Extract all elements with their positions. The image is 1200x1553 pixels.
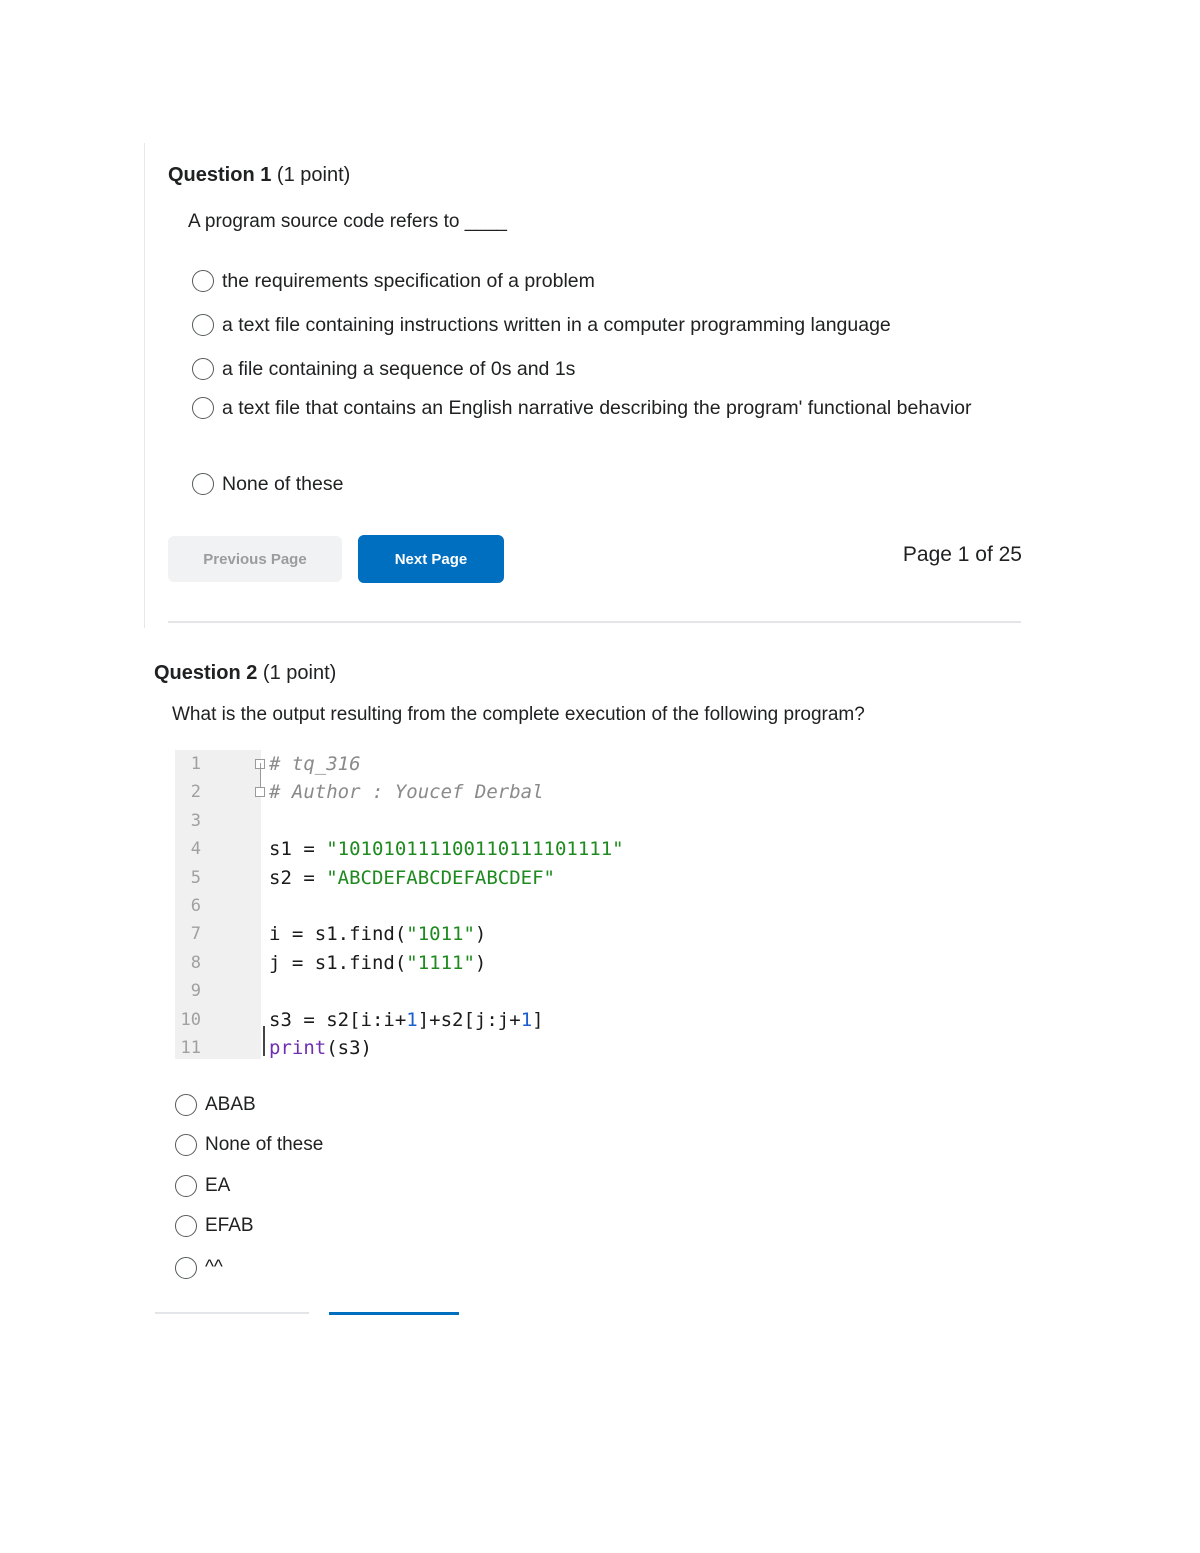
q1-option-3[interactable]: [192, 353, 575, 385]
q1-option-3-label: a file containing a sequence of 0s and 1s: [222, 358, 576, 380]
q2-option-2-label: None of these: [205, 1134, 324, 1155]
radio-button[interactable]: [192, 358, 214, 380]
line-number: 6: [190, 896, 201, 916]
code-line: [175, 1034, 695, 1062]
code-line: [175, 807, 695, 835]
q2-option-4-label: EFAB: [205, 1215, 254, 1236]
code-text: j = s1.find("1111"): [269, 951, 487, 974]
next-page-button-partial[interactable]: [329, 1312, 459, 1315]
code-line: [175, 892, 695, 920]
previous-page-button-partial[interactable]: [155, 1312, 309, 1314]
code-line: [175, 977, 695, 1005]
question-2-title: [154, 662, 336, 685]
code-text: print(s3): [269, 1037, 372, 1059]
q1-option-5[interactable]: [192, 468, 343, 500]
radio-button[interactable]: [192, 314, 214, 336]
q2-option-5[interactable]: [175, 1254, 223, 1282]
code-line: [175, 835, 695, 863]
q1-option-2-label: a text file containing instructions written in a computer programming language: [222, 314, 891, 336]
previous-page-button[interactable]: Previous Page: [168, 536, 342, 582]
question-separator: [168, 621, 1021, 623]
line-number: 1: [190, 754, 201, 774]
q2-option-3-label: EA: [205, 1175, 231, 1196]
line-number: 3: [190, 810, 201, 831]
page-indicator: Page 1 of 25: [902, 543, 1022, 566]
q2-option-5-label: ^^: [205, 1257, 223, 1278]
fold-marker-icon[interactable]: [255, 787, 265, 797]
question-1-text: A program source code refers to ____: [188, 211, 507, 232]
question-2-points: (1 point): [262, 662, 337, 684]
question-2-text: What is the output resulting from the complete execution of the following program?: [172, 704, 865, 725]
code-line: [175, 778, 695, 806]
next-page-button[interactable]: Next Page: [358, 535, 504, 583]
q1-option-1-label: the requirements specification of a problem: [222, 270, 595, 292]
line-number: 10: [180, 1009, 201, 1030]
radio-button[interactable]: [175, 1215, 197, 1237]
line-number: 7: [190, 924, 201, 945]
q1-option-2[interactable]: [192, 309, 891, 341]
line-number: 2: [190, 782, 201, 803]
code-line: [175, 949, 695, 977]
radio-button[interactable]: [192, 270, 214, 292]
question-1-points: (1 point): [276, 164, 351, 186]
radio-button[interactable]: [192, 473, 214, 495]
code-text: i = s1.find("1011"): [269, 923, 487, 946]
code-line: [175, 864, 695, 892]
code-text: s2 = "ABCDEFABCDEFABCDEF": [269, 866, 555, 889]
line-number: 9: [190, 981, 201, 1002]
question-1-title: [168, 164, 350, 187]
question-2-label: Question 2: [154, 662, 258, 684]
code-text: s3 = s2[i:i+1]+s2[j:j+1]: [269, 1008, 544, 1031]
radio-button[interactable]: [175, 1175, 197, 1197]
radio-button[interactable]: [175, 1257, 197, 1279]
code-text: # Author : Youcef Derbal: [269, 781, 544, 804]
q1-option-4-label: a text file that contains an English narrative describing the program' functional behavior: [222, 397, 972, 419]
q1-option-4[interactable]: [192, 392, 1022, 424]
radio-button[interactable]: [175, 1134, 197, 1156]
code-text: s1 = "101010111100110111101111": [269, 838, 624, 861]
q2-option-3[interactable]: [175, 1172, 230, 1200]
radio-button[interactable]: [192, 397, 214, 419]
code-text: # tq_316: [269, 753, 361, 775]
q1-option-5-label: None of these: [222, 473, 344, 495]
q2-option-2[interactable]: [175, 1131, 323, 1159]
code-line: [175, 750, 695, 778]
left-divider: [144, 143, 145, 628]
line-number: 8: [190, 952, 201, 973]
radio-button[interactable]: [175, 1094, 197, 1116]
q1-option-1[interactable]: [192, 265, 595, 297]
line-number: 11: [180, 1038, 201, 1058]
code-block: [175, 750, 695, 1060]
q2-option-1-label: ABAB: [205, 1094, 256, 1115]
line-number: 5: [190, 867, 201, 888]
line-number: 4: [190, 839, 201, 860]
question-1-label: Question 1: [168, 164, 272, 186]
q2-option-1[interactable]: [175, 1091, 256, 1119]
q2-option-4[interactable]: [175, 1212, 254, 1240]
code-line: [175, 920, 695, 948]
code-line: [175, 1006, 695, 1034]
